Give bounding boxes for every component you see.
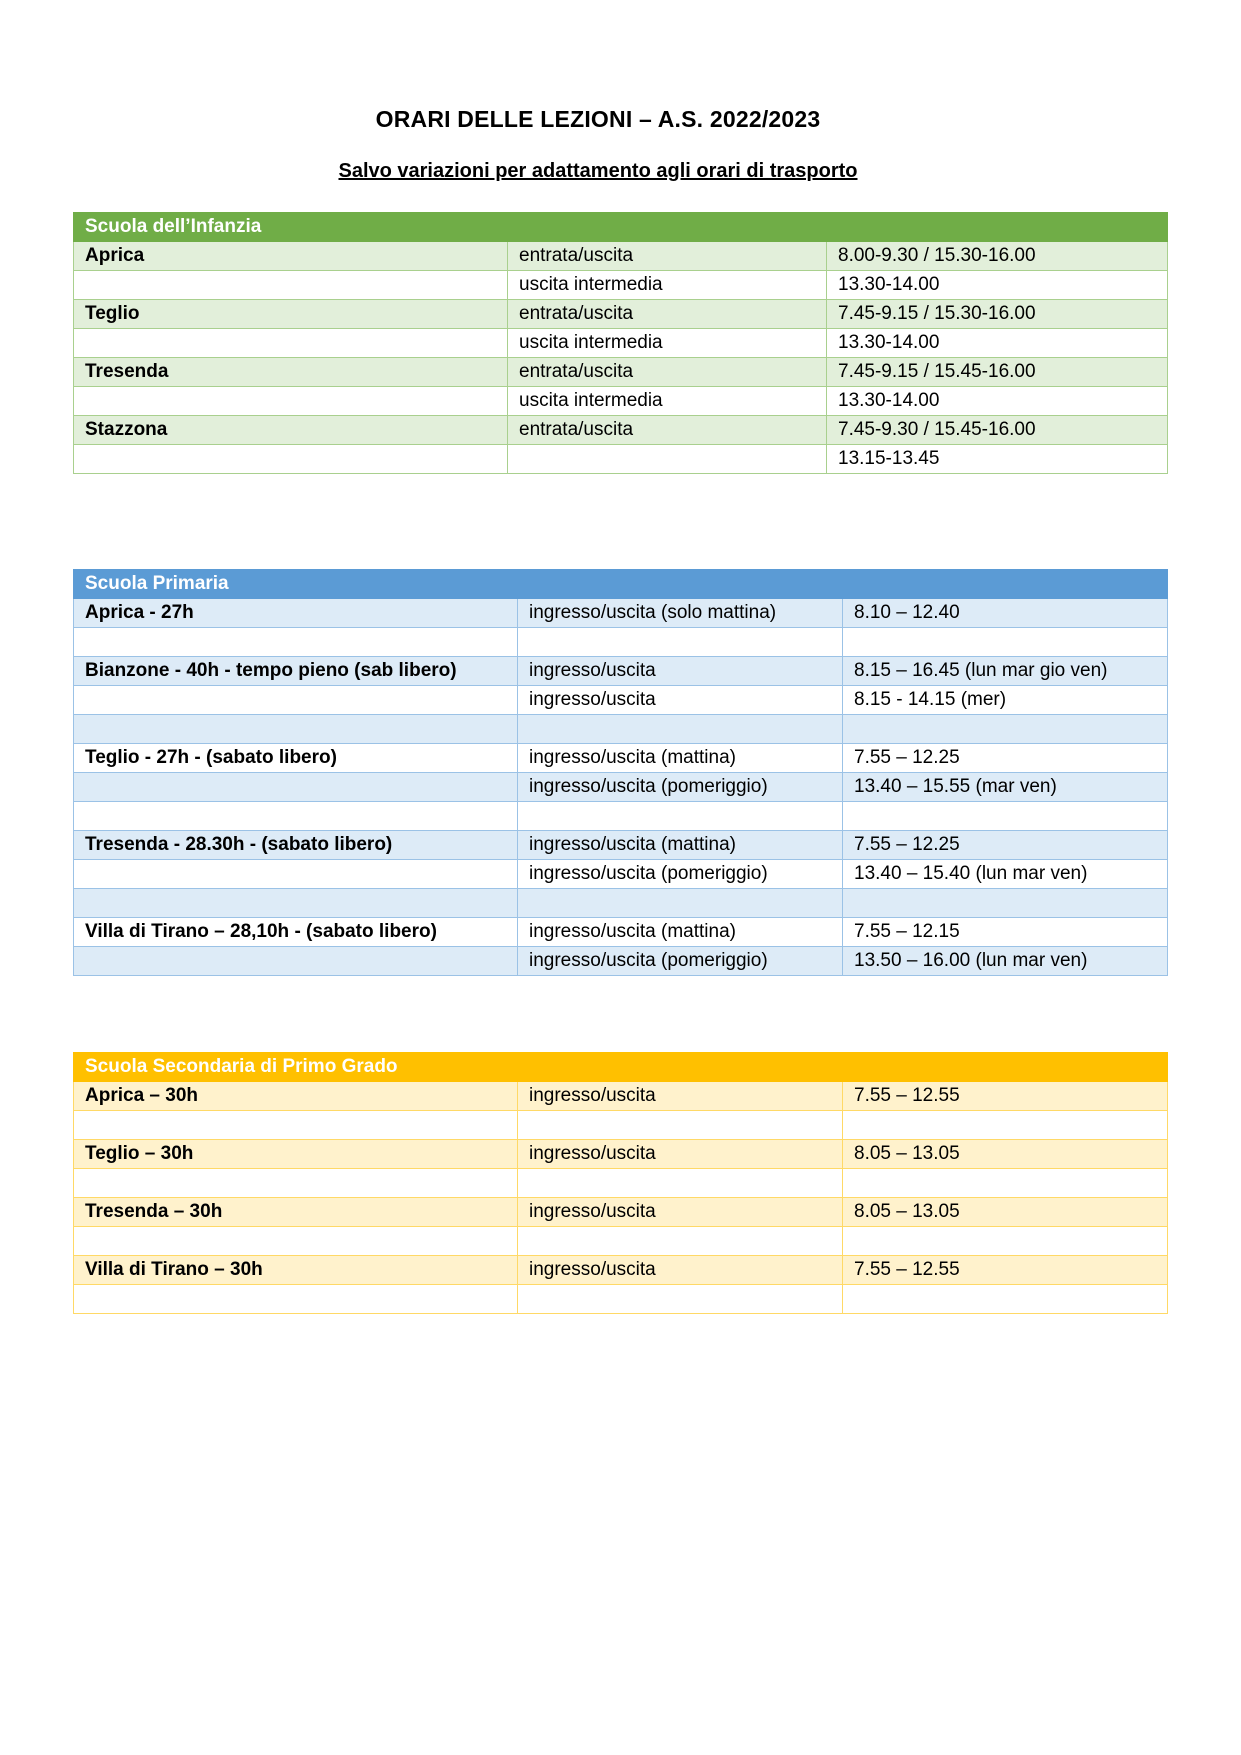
school-cell: Teglio - 27h - (sabato libero) (74, 744, 518, 773)
type-cell (518, 1227, 843, 1256)
school-cell (74, 445, 508, 474)
table-row (74, 947, 1168, 976)
table-row (74, 416, 1168, 445)
school-cell: Aprica – 30h (74, 1082, 518, 1111)
type-cell (518, 802, 843, 831)
school-cell (74, 271, 508, 300)
time-cell: 7.55 – 12.55 (843, 1082, 1168, 1111)
time-cell: 8.15 – 16.45 (lun mar gio ven) (843, 657, 1168, 686)
time-cell: 7.45-9.15 / 15.30-16.00 (827, 300, 1168, 329)
table-row (74, 242, 1168, 271)
time-cell: 8.05 – 13.05 (843, 1140, 1168, 1169)
header-cell-empty (827, 213, 1168, 242)
type-cell: ingresso/uscita (518, 1198, 843, 1227)
type-cell: ingresso/uscita (mattina) (518, 918, 843, 947)
school-cell: Tresenda – 30h (74, 1198, 518, 1227)
school-cell (74, 329, 508, 358)
page-subtitle: Salvo variazioni per adattamento agli orari di trasporto (338, 160, 858, 182)
type-cell (518, 1169, 843, 1198)
school-cell (74, 889, 518, 918)
school-cell (74, 715, 518, 744)
table-header-row (74, 213, 1168, 242)
table-row (74, 686, 1168, 715)
school-cell: Teglio – 30h (74, 1140, 518, 1169)
type-cell: ingresso/uscita (518, 686, 843, 715)
type-cell: uscita intermedia (508, 271, 827, 300)
table-row (74, 657, 1168, 686)
time-cell (843, 889, 1168, 918)
table-row (74, 889, 1168, 918)
school-cell (74, 802, 518, 831)
type-cell (518, 715, 843, 744)
page-title: ORARI DELLE LEZIONI – A.S. 2022/2023 (375, 106, 821, 132)
table-header-row (74, 1053, 1168, 1082)
school-cell: Aprica (74, 242, 508, 271)
section-header-label: Scuola dell’Infanzia (74, 213, 508, 242)
header-cell-empty (843, 570, 1168, 599)
time-cell: 7.55 – 12.25 (843, 831, 1168, 860)
time-cell: 8.10 – 12.40 (843, 599, 1168, 628)
type-cell: ingresso/uscita (solo mattina) (518, 599, 843, 628)
table-row (74, 599, 1168, 628)
type-cell (518, 1111, 843, 1140)
time-cell: 7.55 – 12.25 (843, 744, 1168, 773)
table-row (74, 271, 1168, 300)
type-cell: ingresso/uscita (518, 1140, 843, 1169)
table-row (74, 1227, 1168, 1256)
table-row (74, 1111, 1168, 1140)
table-row (74, 1198, 1168, 1227)
table-row (74, 300, 1168, 329)
time-cell: 8.15 - 14.15 (mer) (843, 686, 1168, 715)
header-cell-empty (518, 570, 843, 599)
type-cell (518, 628, 843, 657)
time-cell: 13.30-14.00 (827, 387, 1168, 416)
school-cell (74, 686, 518, 715)
school-cell: Aprica - 27h (74, 599, 518, 628)
school-cell (74, 628, 518, 657)
table-row (74, 1285, 1168, 1314)
school-cell (74, 773, 518, 802)
table-row (74, 918, 1168, 947)
type-cell: ingresso/uscita (pomeriggio) (518, 773, 843, 802)
type-cell: entrata/uscita (508, 416, 827, 445)
header-cell-empty (508, 213, 827, 242)
table-row (74, 802, 1168, 831)
table-row (74, 329, 1168, 358)
school-cell (74, 1169, 518, 1198)
header-cell-empty (843, 1053, 1168, 1082)
time-cell (843, 1111, 1168, 1140)
school-cell: Bianzone - 40h - tempo pieno (sab libero) (74, 657, 518, 686)
type-cell: ingresso/uscita (mattina) (518, 744, 843, 773)
time-cell: 8.05 – 13.05 (843, 1198, 1168, 1227)
table-row (74, 860, 1168, 889)
time-cell: 13.40 – 15.55 (mar ven) (843, 773, 1168, 802)
section-header-label: Scuola Primaria (74, 570, 518, 599)
type-cell: entrata/uscita (508, 358, 827, 387)
type-cell: ingresso/uscita (mattina) (518, 831, 843, 860)
type-cell (518, 889, 843, 918)
school-cell: Teglio (74, 300, 508, 329)
type-cell: entrata/uscita (508, 300, 827, 329)
type-cell: uscita intermedia (508, 387, 827, 416)
time-cell: 7.45-9.30 / 15.45-16.00 (827, 416, 1168, 445)
type-cell: ingresso/uscita (pomeriggio) (518, 860, 843, 889)
school-cell (74, 860, 518, 889)
table-row (74, 445, 1168, 474)
time-cell: 13.15-13.45 (827, 445, 1168, 474)
time-cell: 7.55 – 12.55 (843, 1256, 1168, 1285)
type-cell (518, 1285, 843, 1314)
table-row (74, 1169, 1168, 1198)
section-header-label: Scuola Secondaria di Primo Grado (74, 1053, 518, 1082)
time-cell: 13.40 – 15.40 (lun mar ven) (843, 860, 1168, 889)
type-cell (508, 445, 827, 474)
school-cell: Tresenda - 28.30h - (sabato libero) (74, 831, 518, 860)
time-cell (843, 1169, 1168, 1198)
type-cell: uscita intermedia (508, 329, 827, 358)
time-cell (843, 1227, 1168, 1256)
table-row (74, 715, 1168, 744)
school-cell (74, 1285, 518, 1314)
table-row (74, 831, 1168, 860)
time-cell: 7.45-9.15 / 15.45-16.00 (827, 358, 1168, 387)
table-row (74, 744, 1168, 773)
header-cell-empty (518, 1053, 843, 1082)
table-row (74, 773, 1168, 802)
table-row (74, 1082, 1168, 1111)
table-row (74, 1256, 1168, 1285)
time-cell (843, 1285, 1168, 1314)
primaria-table (73, 569, 1168, 976)
time-cell: 13.50 – 16.00 (lun mar ven) (843, 947, 1168, 976)
table-row (74, 387, 1168, 416)
school-cell (74, 387, 508, 416)
type-cell: ingresso/uscita (518, 1082, 843, 1111)
infanzia-table (73, 212, 1168, 474)
school-cell (74, 947, 518, 976)
time-cell: 7.55 – 12.15 (843, 918, 1168, 947)
type-cell: ingresso/uscita (518, 1256, 843, 1285)
time-cell: 13.30-14.00 (827, 329, 1168, 358)
table-row (74, 1140, 1168, 1169)
school-cell: Tresenda (74, 358, 508, 387)
type-cell: ingresso/uscita (pomeriggio) (518, 947, 843, 976)
school-cell: Villa di Tirano – 30h (74, 1256, 518, 1285)
secondaria-table (73, 1052, 1168, 1314)
time-cell (843, 715, 1168, 744)
school-cell: Villa di Tirano – 28,10h - (sabato libero) (74, 918, 518, 947)
type-cell: ingresso/uscita (518, 657, 843, 686)
table-row (74, 628, 1168, 657)
time-cell (843, 802, 1168, 831)
table-header-row (74, 570, 1168, 599)
time-cell: 8.00-9.30 / 15.30-16.00 (827, 242, 1168, 271)
school-cell: Stazzona (74, 416, 508, 445)
table-row (74, 358, 1168, 387)
school-cell (74, 1227, 518, 1256)
time-cell: 13.30-14.00 (827, 271, 1168, 300)
school-cell (74, 1111, 518, 1140)
time-cell (843, 628, 1168, 657)
type-cell: entrata/uscita (508, 242, 827, 271)
